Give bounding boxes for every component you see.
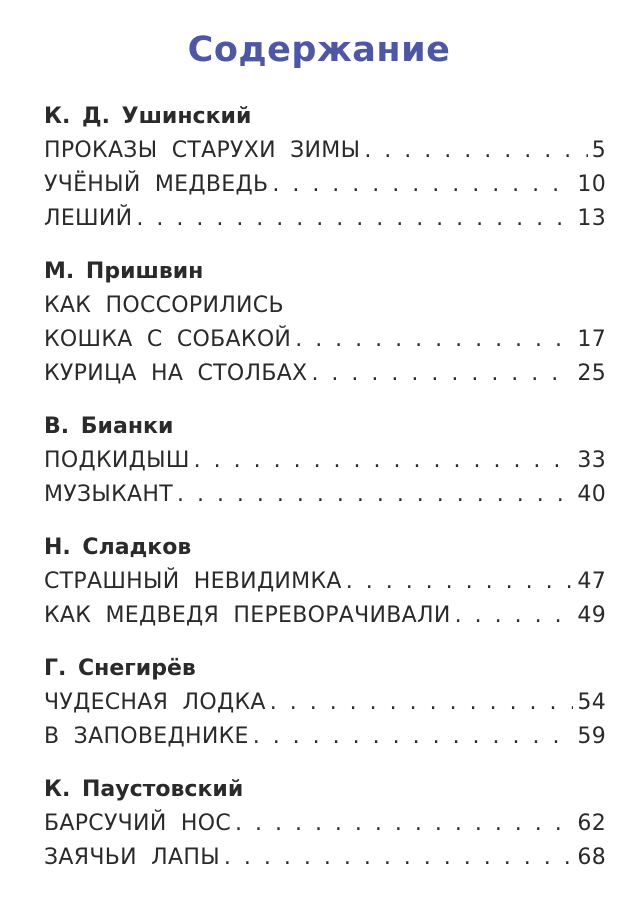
page-number: 54: [577, 690, 606, 715]
toc-section: [44, 531, 606, 633]
author-name: В. Бианки: [44, 414, 174, 439]
page-number: 33: [577, 448, 606, 473]
table-of-contents: [44, 100, 606, 894]
page-number: 5: [591, 138, 606, 163]
dot-leader: [177, 478, 573, 512]
page-number: 17: [577, 327, 606, 352]
story-title: УЧЁНЫЙ МЕДВЕДЬ: [44, 172, 269, 197]
page-number: 25: [577, 361, 606, 386]
toc-entry[interactable]: [44, 841, 606, 875]
page-number: 40: [577, 482, 606, 507]
dot-leader: [272, 168, 573, 202]
toc-entry[interactable]: [44, 565, 606, 599]
toc-section: [44, 652, 606, 754]
author-name: Н. Сладков: [44, 535, 192, 560]
dot-leader: [311, 357, 573, 391]
story-title: КОШКА С СОБАКОЙ: [44, 327, 292, 352]
toc-section: [44, 100, 606, 236]
page-number: 59: [577, 724, 606, 749]
toc-section: [44, 773, 606, 875]
toc-entry[interactable]: [44, 289, 606, 323]
page-title: Содержание: [187, 30, 451, 70]
dot-leader: [136, 202, 573, 236]
toc-entry[interactable]: [44, 807, 606, 841]
dot-leader: [253, 720, 574, 754]
story-title: ЛЕШИЙ: [44, 206, 133, 231]
story-title: БАРСУЧИЙ НОС: [44, 811, 231, 836]
story-title: МУЗЫКАНТ: [44, 482, 173, 507]
author-name: М. Пришвин: [44, 259, 204, 284]
story-title: ЧУДЕСНАЯ ЛОДКА: [44, 690, 266, 715]
toc-entry[interactable]: [44, 599, 606, 633]
toc-entry[interactable]: [44, 478, 606, 512]
author-name: К. Паустовский: [44, 777, 244, 802]
page-number: 47: [577, 569, 606, 594]
story-title: В ЗАПОВЕДНИКЕ: [44, 724, 249, 749]
story-title: ПОДКИДЫШ: [44, 448, 190, 473]
story-title: ЗАЯЧЬИ ЛАПЫ: [44, 845, 220, 870]
dot-leader: [295, 323, 573, 357]
toc-section: [44, 410, 606, 512]
toc-entry[interactable]: [44, 444, 606, 478]
dot-leader: [346, 565, 574, 599]
story-title: ПРОКАЗЫ СТАРУХИ ЗИМЫ: [44, 138, 361, 163]
story-title: КУРИЦА НА СТОЛБАХ: [44, 361, 308, 386]
toc-entry[interactable]: [44, 357, 606, 391]
page-number: 68: [577, 845, 606, 870]
toc-entry[interactable]: [44, 323, 606, 357]
page-number: 49: [577, 603, 606, 628]
toc-entry[interactable]: [44, 134, 606, 168]
toc-entry[interactable]: [44, 202, 606, 236]
author-name: К. Д. Ушинский: [44, 104, 252, 129]
dot-leader: [364, 134, 587, 168]
toc-entry[interactable]: [44, 686, 606, 720]
page-number: 62: [577, 811, 606, 836]
toc-section: [44, 255, 606, 391]
dot-leader: [235, 807, 573, 841]
dot-leader: [224, 841, 573, 875]
toc-entry[interactable]: [44, 720, 606, 754]
story-title: КАК ПОССОРИЛИСЬ: [44, 293, 284, 318]
dot-leader: [194, 444, 574, 478]
dot-leader: [455, 599, 574, 633]
story-title: СТРАШНЫЙ НЕВИДИМКА: [44, 569, 342, 594]
story-title: КАК МЕДВЕДЯ ПЕРЕВОРАЧИВАЛИ: [44, 603, 451, 628]
author-name: Г. Снегирёв: [44, 656, 196, 681]
page-number: 10: [577, 172, 606, 197]
toc-entry[interactable]: [44, 168, 606, 202]
page-number: 13: [577, 206, 606, 231]
dot-leader: [270, 686, 574, 720]
